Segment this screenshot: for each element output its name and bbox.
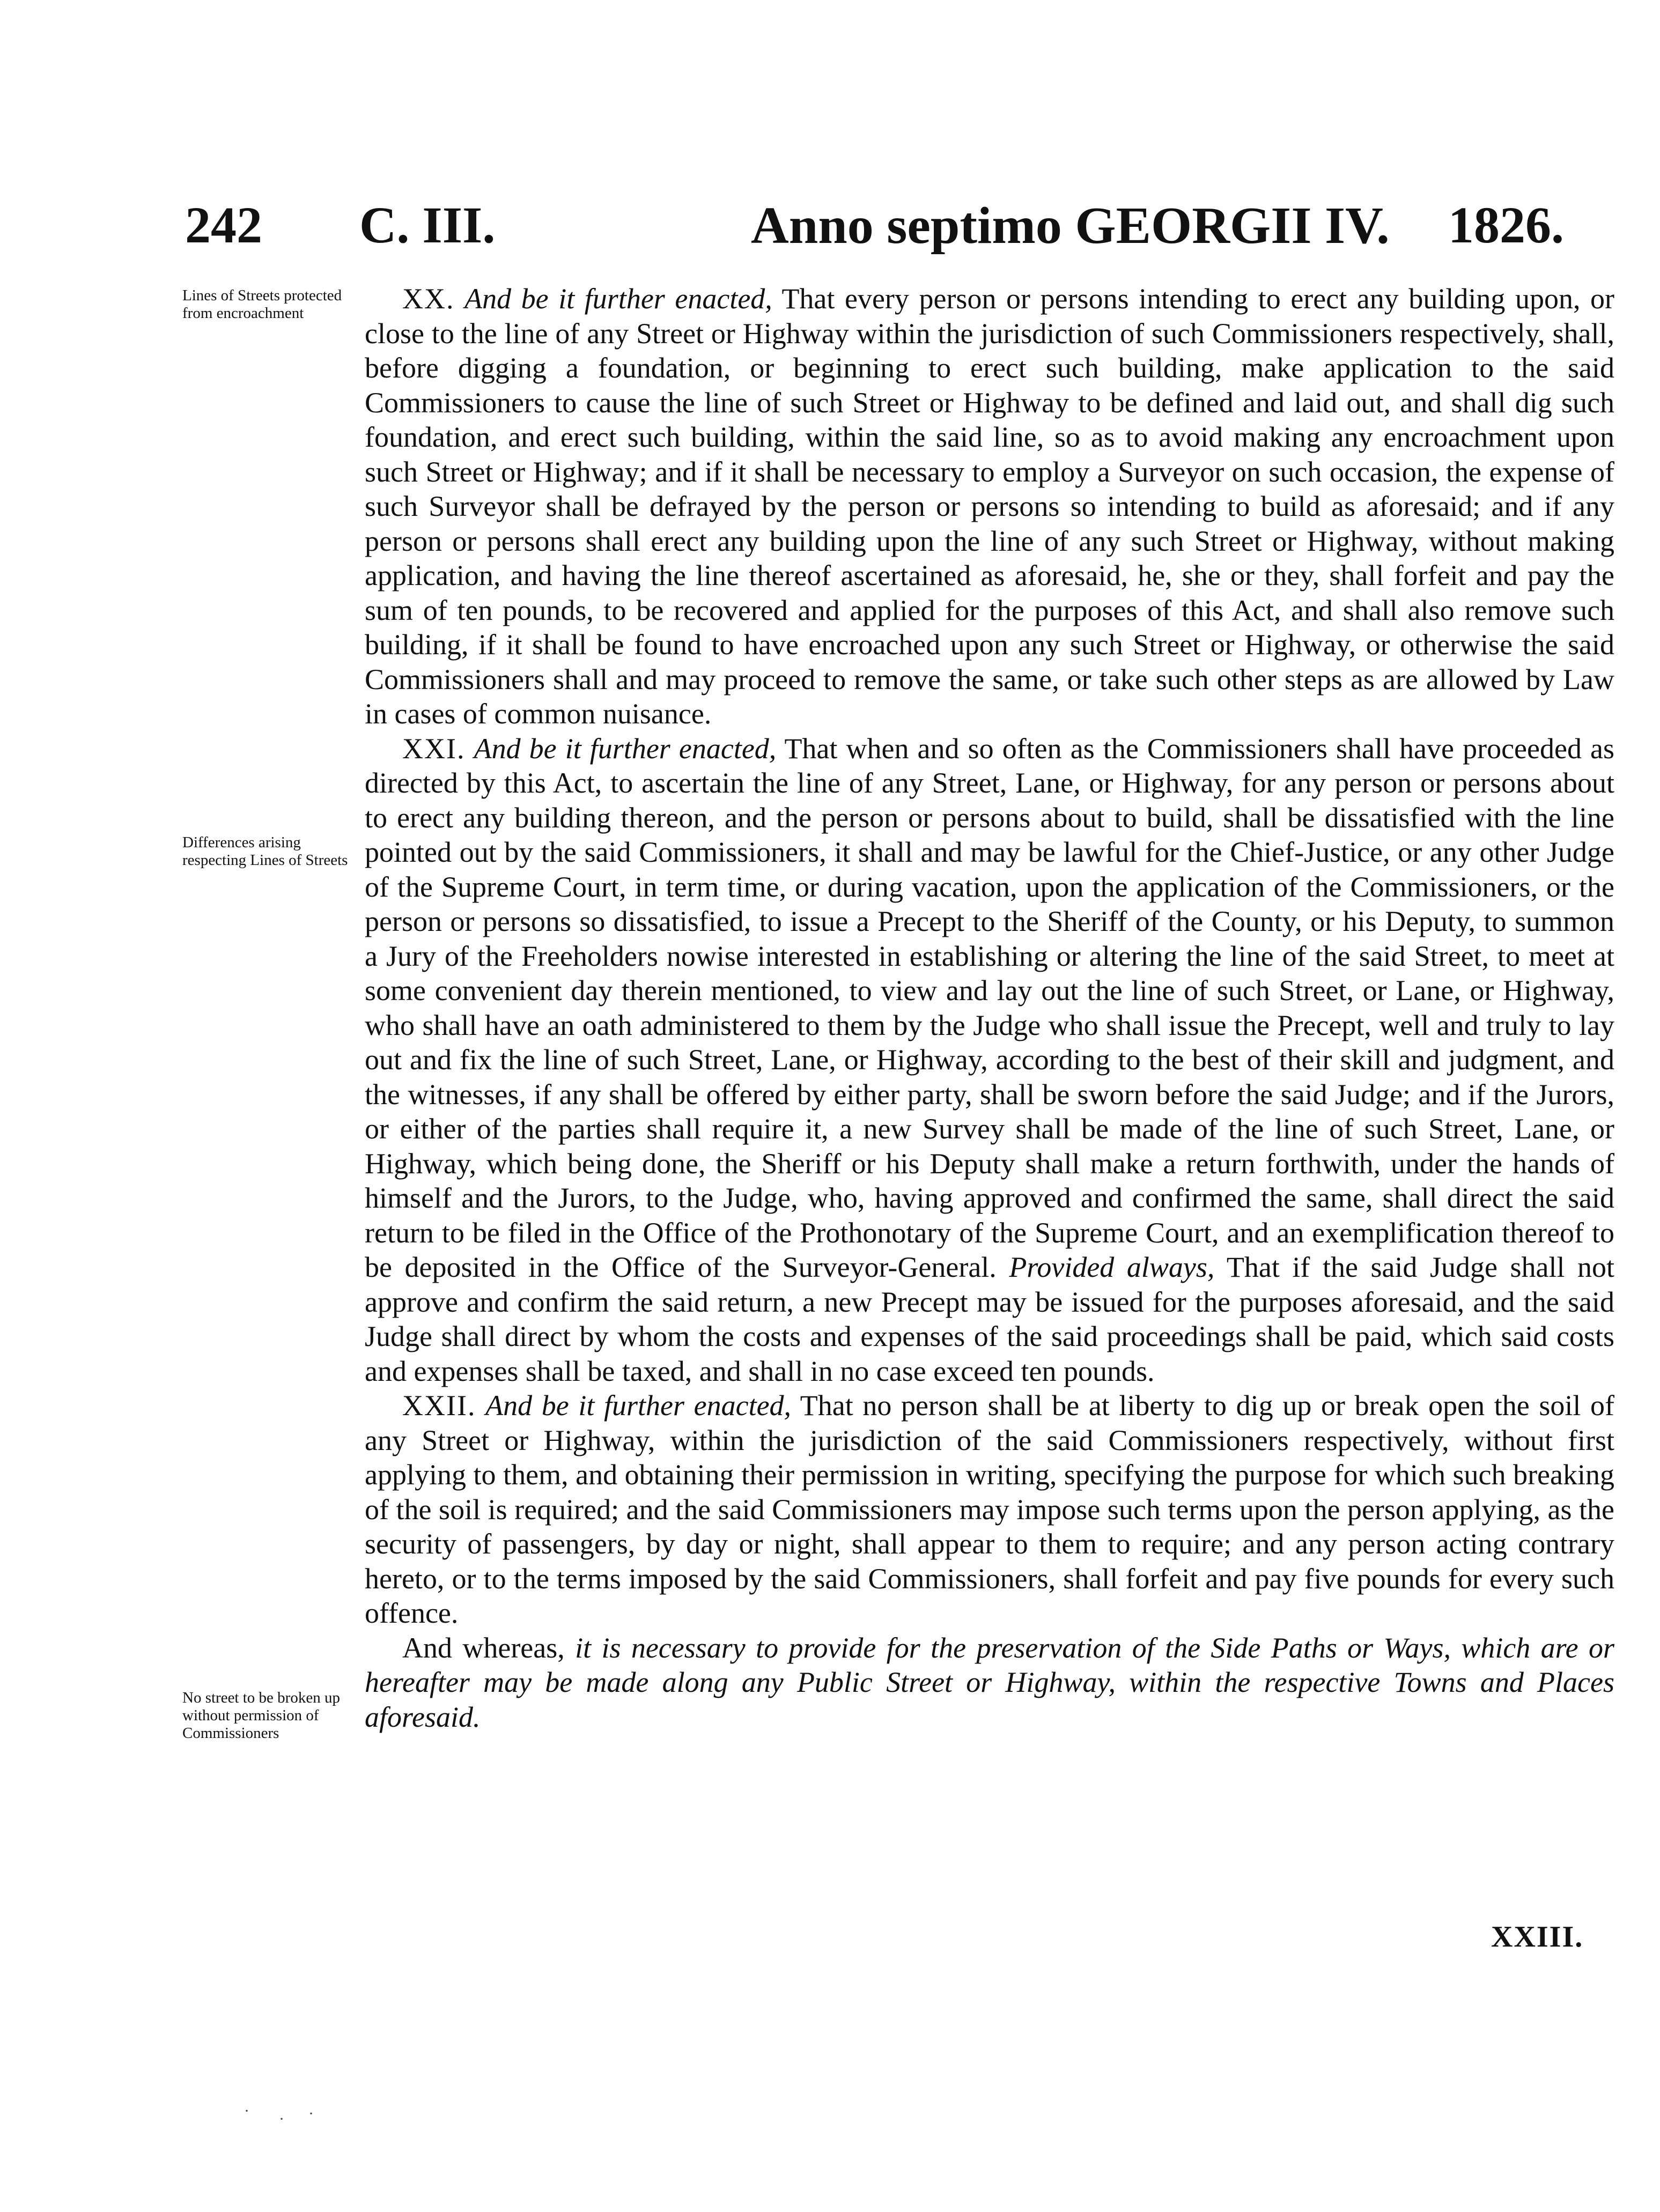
section-paragraph xyxy=(365,1388,1614,1631)
running-title: Anno septimo GEORGII IV. xyxy=(751,197,1390,255)
section-number: XXII. xyxy=(402,1389,476,1422)
catchword: XXIII. xyxy=(1491,1920,1584,1954)
print-speck: · xyxy=(308,2105,314,2122)
main-text-column xyxy=(365,282,1614,1734)
side-note-differences: Differences arising respecting Lines of Streets xyxy=(182,834,348,869)
print-speck: · xyxy=(279,2110,284,2128)
proviso-clause: Provided always, xyxy=(1009,1251,1215,1283)
preamble-paragraph xyxy=(365,1631,1614,1735)
section-xxi xyxy=(365,731,1614,1389)
section-paragraph xyxy=(365,731,1614,1389)
section-xx xyxy=(365,282,1614,731)
enacting-clause: And be it further enacted, xyxy=(474,732,777,765)
year-label: 1826. xyxy=(1448,196,1564,254)
side-note-no-street-broken: No street to be broken up without permission of Commissioners xyxy=(182,1689,340,1742)
section-xxii xyxy=(365,1388,1614,1631)
section-text-after: That if the said Judge shall not approve and confirm the said return, a new Precept may be issued for the purposes aforesaid, and the said Judge shall direct by whom the costs and expenses of the said proceedings shall be paid, which said costs and expenses shall be taxed, and shall in no case exceed ten pounds. xyxy=(365,1251,1615,1387)
section-number: XXI. xyxy=(402,732,466,765)
section-paragraph xyxy=(365,282,1614,731)
chapter-label: C. III. xyxy=(359,196,496,254)
preamble-text: it is necessary to provide for the preservation of the Side Paths or Ways, which are or hereafter may be made along any Public Street or Highway, within the respective Towns and Places aforesaid. xyxy=(365,1631,1614,1733)
section-text: That no person shall be at liberty to dig up or break open the soil of any Street or Highway, within the jurisdiction of the said Commissioners respectively, without first applying to them, and obtaining their permission in writing, specifying the purpose for which such breaking of the soil is required; and the said Commissioners may impose such terms upon the person applying, as the security of passengers, by day or night, shall appear to them to require; and any person acting contrary hereto, or to the terms imposed by the said Commissioners, shall forfeit and pay five pounds for every such offence. xyxy=(365,1389,1615,1629)
enacting-clause: And be it further enacted, xyxy=(485,1389,792,1422)
preamble xyxy=(365,1631,1614,1735)
section-text: That every person or persons intending to erect any building upon, or close to the line of any Street or Highway within the jurisdiction of such Commissioners respectively, shall, before digging a foundation, or beginning to erect such building, make application to the said Commissioners to cause the line of such Street or Highway to be defined and laid out, and shall dig such foundation, and erect such building, within the said line, so as to avoid making any encroachment upon such Street or Highway; and if it shall be necessary to employ a Surveyor on such occasion, the expense of such Surveyor shall be defrayed by the person or persons so intending to build as aforesaid; and if any person or persons shall erect any building upon the line of any such Street or Highway, without making application, and having the line thereof ascertained as aforesaid, he, she or they, shall forfeit and pay the sum of ten pounds, to be recovered and applied for the purposes of this Act, and shall also remove such building, if it shall be found to have encroached upon any such Street or Highway, or otherwise the said Commissioners shall and may proceed to remove the same, or take such other steps as are allowed by Law in cases of common nuisance. xyxy=(365,283,1615,730)
section-number: XX. xyxy=(402,283,455,315)
enacting-clause: And be it further enacted, xyxy=(464,283,772,315)
side-note-lines-of-streets: Lines of Streets protected from encroachment xyxy=(182,287,342,322)
section-text: That when and so often as the Commissioners shall have proceeded as directed by this Act, to ascertain the line of any Street, Lane, or Highway, for any person or persons about to erect any building thereon, and the person or persons about to build, shall be dissatisfied with the line pointed out by the said Commissioners, it shall and may be lawful for the Chief-Justice, or any other Judge of the Supreme Court, in term time, or during vacation, upon the application of the Commissioners, or the person or persons so dissatisfied, to issue a Precept to the Sheriff of the County, or his Deputy, to summon a Jury of the Freeholders nowise interested in establishing or altering the line of the said Street, to meet at some convenient day therein mentioned, to view and lay out the line of such Street, or Lane, or Highway, who shall have an oath administered to them by the Judge who shall issue the Precept, well and truly to lay out and fix the line of such Street, Lane, or Highway, according to the best of their skill and judgment, and the witnesses, if any shall be offered by either party, shall be sworn before the said Judge; and if the Jurors, or either of the parties shall require it, a new Survey shall be made of the line of such Street, Lane, or Highway, which being done, the Sheriff or his Deputy shall make a return forthwith, under the hands of himself and the Jurors, to the Judge, who, having approved and confirmed the same, shall direct the said return to be filed in the Office of the Prothonotary of the Supreme Court, and an exemplification thereof to be deposited in the Office of the Surveyor-General. xyxy=(365,732,1615,1283)
preamble-lead: And whereas, xyxy=(402,1631,565,1664)
print-speck: · xyxy=(244,2102,249,2120)
page-number: 242 xyxy=(185,196,262,254)
